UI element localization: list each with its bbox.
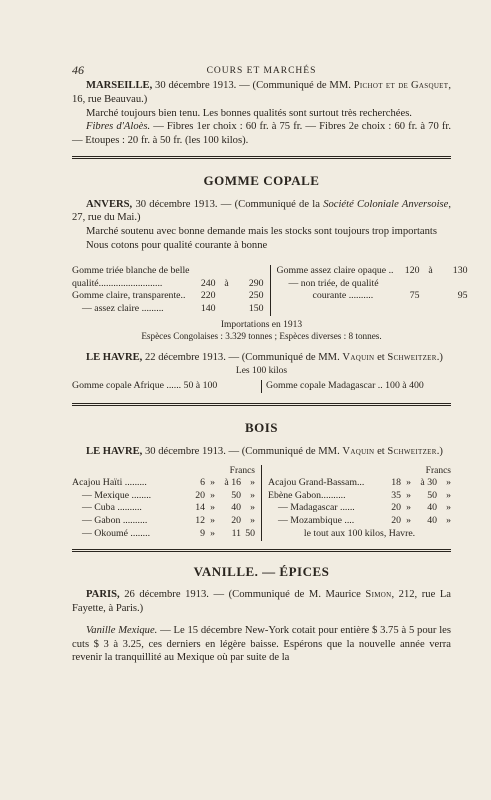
row-label: Acajou Grand-Bassam... [268, 476, 365, 488]
vanille-header [72, 588, 451, 616]
row-sep: à [428, 264, 433, 276]
marseille-city: MARSEILLE, [86, 80, 153, 91]
bois-table-right [262, 465, 451, 541]
bois-right-note: le tout aux 100 kilos, Havre. [303, 527, 416, 539]
row-ditto: » [210, 527, 215, 539]
fibres-label: Fibres d'Aloès. [86, 121, 151, 133]
row-value-low [394, 278, 420, 291]
anvers-address: , 27, rue du Mai.) [72, 198, 451, 224]
row-ditto: » [210, 502, 215, 514]
bois-table-left [72, 465, 262, 541]
row-label: qualité.......................... [72, 277, 163, 289]
marseille-header [72, 79, 451, 107]
row-value-low: 14 [195, 502, 205, 514]
row-value-low: 140 [200, 302, 216, 314]
row-value-low [190, 265, 216, 278]
page-content [72, 79, 468, 665]
vanille-date: 26 décembre 1913. — (Communiqué de M. Maurice [119, 589, 366, 601]
havre-gomme-name2: Schweitzer [387, 352, 437, 364]
anvers-city: ANVERS, [86, 198, 133, 210]
anvers-company: Société Coloniale Anversoise [323, 198, 449, 210]
table-row [72, 528, 255, 541]
row-label: — Cuba .......... [82, 502, 142, 514]
row-label: — Madagascar ...... [278, 502, 355, 514]
row-label: — non triée, de qualité [288, 277, 379, 289]
page-number: 46 [72, 63, 84, 77]
row-value-low: 12 [195, 515, 205, 527]
bois-city: LE HAVRE, [86, 445, 143, 457]
row-value-low: 240 [200, 277, 216, 289]
row-ditto: » [446, 515, 451, 527]
row-value-low: 20 [391, 515, 401, 527]
row-sep [420, 290, 442, 303]
row-value-low: 35 [391, 489, 401, 501]
row-label: — Mozambique .... [278, 515, 355, 527]
row-ditto: » [210, 489, 215, 501]
anvers-header [72, 198, 451, 226]
marseille-name1: Pichot [353, 80, 383, 91]
row-ditto: » [210, 476, 215, 488]
divider-2 [72, 403, 451, 406]
row-label: Gomme claire, transparente.. [72, 290, 186, 302]
marseille-fibres [72, 120, 451, 148]
marseille-address: , 16, rue Beauvau.) [72, 80, 451, 105]
vanille-title: VANILLE. — ÉPICES [193, 563, 330, 579]
francs-label-right: Francs [425, 465, 451, 476]
row-ditto: » [446, 476, 451, 488]
row-label: — Mexique ........ [82, 489, 152, 501]
bois-name1: Vaquin [342, 445, 375, 457]
bois-close: .) [436, 445, 443, 457]
havre-gomme-and: et [374, 352, 385, 364]
imports-title: Importations en 1913 [220, 319, 303, 330]
anvers-date: 30 décembre 1913. — (Communiqué de la [132, 198, 324, 210]
table-row [268, 477, 451, 490]
gomme-madagascar: Gomme copale Madagascar .. 100 à 400 [261, 380, 451, 393]
row-value-low: 20 [391, 502, 401, 514]
gomme-table-left [72, 265, 271, 316]
anvers-line2: Nous cotons pour qualité courante à bonne [86, 240, 268, 252]
unit-note: Les 100 kilos [235, 365, 288, 376]
row-value-low: 9 [200, 527, 205, 539]
row-value-low: 18 [391, 476, 401, 488]
table-row [72, 278, 264, 291]
divider-3 [72, 549, 451, 552]
bois-table [72, 465, 451, 541]
bois-date: 30 décembre 1913. — (Communiqué de MM. [142, 445, 343, 457]
imports-text: Espèces Congolaises : 3.329 tonnes ; Espèces diverses : 8 tonnes. [141, 331, 382, 342]
table-row [277, 265, 468, 278]
row-value-low: 220 [200, 290, 216, 302]
marseille-and: et de [382, 80, 409, 91]
row-ditto: » [406, 502, 411, 514]
francs-label-left: Francs [229, 465, 255, 476]
table-row [72, 477, 255, 490]
row-value-high: à 16 [224, 476, 241, 488]
row-value-high: 290 [248, 277, 264, 289]
row-sep [216, 303, 238, 316]
table-row [268, 490, 451, 503]
marseille-date: 30 décembre 1913. — (Communiqué de MM. [152, 80, 354, 91]
bois-and: et [374, 445, 385, 457]
row-value-low: 6 [200, 476, 205, 488]
row-ditto: » [250, 476, 255, 488]
havre-gomme-close: .) [436, 352, 443, 364]
table-row [72, 265, 264, 278]
row-label: Acajou Haïti ......... [72, 476, 147, 488]
row-ditto: » [446, 502, 451, 514]
table-row [268, 515, 451, 528]
row-label: Gomme assez claire opaque .. [276, 264, 394, 276]
row-sep: à [224, 277, 229, 289]
fibres-text: — Fibres 1er choix : 60 fr. à 75 fr. — Fibres 2e choix : 60 fr. à 70 fr. — Etoupes : 20 fr. à 50 fr. (les 100 kilos). [72, 121, 451, 147]
table-row [72, 515, 255, 528]
row-value-low: 20 [195, 489, 205, 501]
gomme-afrique: Gomme copale Afrique ...... 50 à 100 [72, 380, 218, 392]
row-value-high [238, 265, 264, 278]
vanille-name: Simon [365, 589, 392, 601]
row-label: — assez claire ......... [82, 302, 164, 314]
gomme-table-right [271, 265, 468, 316]
row-sep [216, 265, 238, 278]
row-value-high: 40 [427, 515, 437, 527]
table-row [72, 490, 255, 503]
marseille-line1: Marché toujours bien tenu. Les bonnes qualités sont surtout très recherchées. [86, 107, 412, 119]
row-value-high [442, 278, 468, 291]
gomme-table [72, 264, 468, 316]
divider-1 [72, 156, 451, 159]
row-value-high: 130 [452, 264, 468, 276]
table-row [268, 502, 451, 515]
gomme-havre-row [72, 380, 451, 393]
havre-gomme-name1: Vaquin [342, 352, 375, 364]
row-value-high: à 30 [420, 476, 437, 488]
vanille-address: , 212, rue La Fayette, à Paris.) [72, 589, 451, 615]
row-value-high: 11 [231, 527, 241, 539]
row-value-high: 40 [427, 502, 437, 514]
row-label: — Okoumé ........ [82, 527, 151, 539]
table-row [72, 290, 264, 303]
running-title: COURS ET MARCHÉS [206, 66, 317, 76]
marseille-name2: Gasquet [410, 80, 449, 91]
row-ditto: » [210, 515, 215, 527]
row-value-low: 75 [409, 290, 420, 302]
vanille-label: Vanille Mexique. [86, 624, 158, 636]
row-value-high: 50 [231, 489, 241, 501]
row-sep [216, 290, 238, 303]
bois-title: BOIS [244, 419, 279, 435]
vanille-body: — Le 15 décembre New-York cotait pour entière $ 3.75 à 5 pour les cuts $ 3 à 3.25, ces derniers en légère baisse. Espérons que la nouvelle année verra revenir la tranquillité au Mexique où par suite de la [72, 624, 452, 664]
row-value-high: 20 [231, 515, 241, 527]
row-sep [420, 278, 442, 291]
row-value-high: 40 [231, 502, 241, 514]
havre-gomme-header [72, 351, 451, 365]
row-ditto: » [250, 502, 255, 514]
row-value-high: 250 [248, 290, 264, 302]
running-head [72, 63, 451, 77]
row-value-high: 50 [427, 489, 437, 501]
row-label: Gomme triée blanche de belle [72, 264, 190, 276]
bois-header [72, 445, 451, 459]
row-label: courante .......... [312, 290, 374, 302]
row-value-high: 150 [248, 302, 264, 314]
row-ditto: 50 [245, 527, 255, 539]
table-row [277, 290, 468, 303]
havre-gomme-date: 22 décembre 1913. — (Communiqué de MM. [142, 352, 343, 364]
havre-gomme-city: LE HAVRE, [86, 352, 143, 364]
row-ditto: » [446, 489, 451, 501]
row-ditto: » [406, 515, 411, 527]
row-ditto: » [406, 476, 411, 488]
row-label: Ebène Gabon.......... [268, 489, 346, 501]
row-ditto: » [406, 489, 411, 501]
row-ditto: » [250, 515, 255, 527]
vanille-text [72, 624, 451, 665]
bois-name2: Schweitzer [387, 445, 437, 457]
row-ditto: » [250, 489, 255, 501]
table-row [277, 278, 468, 291]
gomme-title: GOMME COPALE [203, 172, 320, 188]
row-value-low: 120 [404, 264, 420, 276]
vanille-city: PARIS, [86, 589, 120, 601]
anvers-line1: Marché soutenu avec bonne demande mais les stocks sont toujours trop importants [86, 226, 437, 238]
row-value-high: 95 [457, 290, 468, 302]
table-row [72, 303, 264, 316]
row-label: — Gabon .......... [82, 515, 148, 527]
table-row [72, 502, 255, 515]
